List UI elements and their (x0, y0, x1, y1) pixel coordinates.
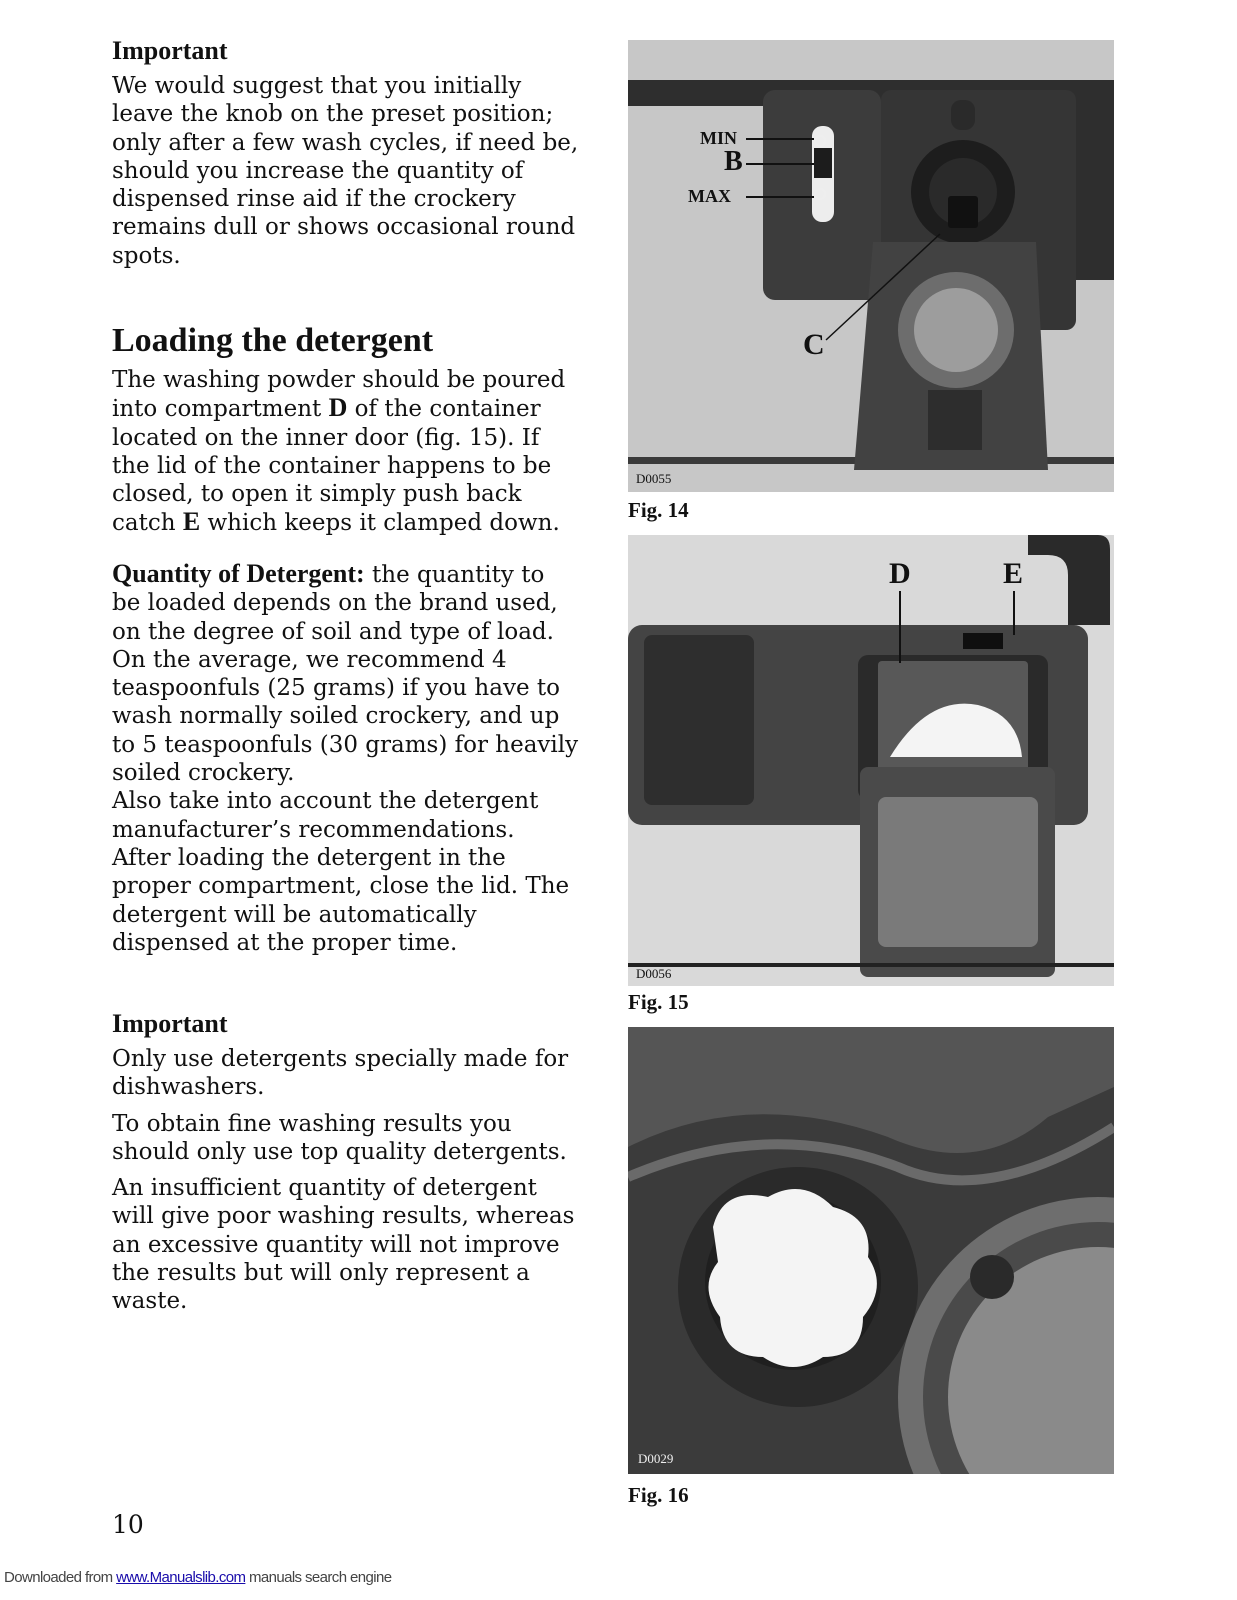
figure-16-caption: Fig. 16 (628, 1483, 689, 1507)
detergent-container-illustration (628, 535, 1114, 986)
figure-15-caption: Fig. 15 (628, 990, 689, 1014)
figure-code: D0029 (638, 1451, 674, 1466)
figure-code: D0056 (636, 966, 672, 981)
label-b: B (724, 146, 743, 177)
important-text: To obtain fine washing results you should only use top quality detergents. (112, 1110, 567, 1165)
important-section-2 (112, 1009, 602, 1316)
label-d: D (889, 557, 911, 590)
manualslib-link[interactable]: www.Manualslib.com (116, 1569, 246, 1586)
loading-text: The washing powder should be poured into compartment D of the container located on the inner door (fig. 15). If the lid of the container happens to be closed, to open it simply push back catch E which keeps it clamped down. (112, 367, 566, 537)
figure-14-photo (628, 40, 1114, 492)
rinse-aid-dispenser-illustration (628, 40, 1114, 492)
page-number: 10 (112, 1510, 144, 1539)
important-section-1 (112, 36, 602, 270)
important-text: We would suggest that you initially leave the knob on the preset position; only after a few wash cycles, if need be, should you increase the quantity of dispensed rinse aid if the crockery remains dull or shows occasional round spots. (112, 73, 579, 269)
figure-15-photo (628, 535, 1114, 986)
figure-14-caption: Fig. 14 (628, 498, 689, 522)
quantity-section (112, 560, 602, 957)
label-c: C (803, 328, 825, 361)
label-e: E (1003, 557, 1024, 590)
quantity-text: Quantity of Detergent: the quantity to be loaded depends on the brand used, on the degree of soil and type of load. On the average, we recommend 4 teaspoonfuls (25 grams) if you have to wash normally soiled crockery, and up to 5 teaspoonfuls (30 grams) for heavily soiled crockery. Also take into account the detergent manufacturer’s recommendations. After loading the detergent in the proper compartment, close the lid. The detergent will be automatically dispensed at the proper time. (112, 559, 579, 956)
salt-container-cap-illustration (628, 1027, 1114, 1474)
download-footer: Downloaded from www.Manualslib.com manuals search engine (4, 1569, 392, 1586)
important-text: An insufficient quantity of detergent will give poor washing results, whereas an excessive quantity will not improve the results but will only represent a waste. (112, 1175, 575, 1315)
important-heading: Important (112, 1009, 228, 1038)
important-heading: Important (112, 36, 228, 65)
quantity-label: Quantity of Detergent: (112, 559, 365, 588)
figure-code: D0055 (636, 471, 672, 486)
figure-16-photo (628, 1027, 1114, 1474)
loading-detergent-section (112, 322, 602, 538)
label-min: MIN (700, 128, 737, 148)
section-heading: Loading the detergent (112, 322, 434, 359)
important-text: Only use detergents specially made for dishwashers. (112, 1046, 569, 1101)
label-max: MAX (688, 186, 731, 206)
